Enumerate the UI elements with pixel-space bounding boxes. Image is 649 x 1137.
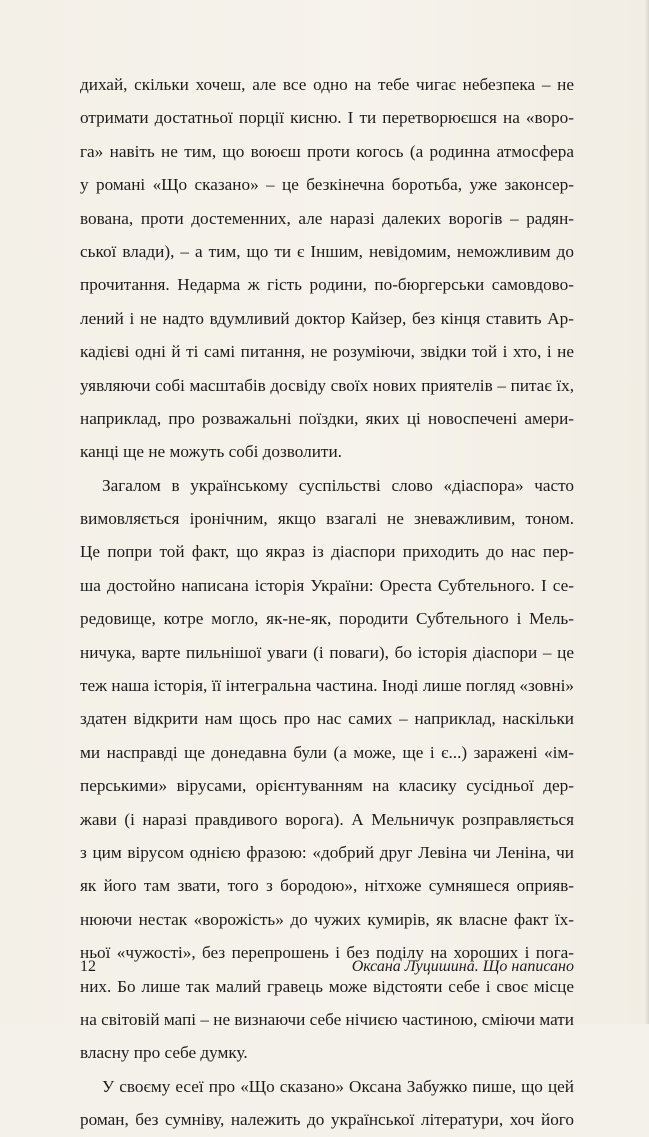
text-line: ми насправді ще донедавна були (а може, ще і є...) заражені «ім- — [80, 742, 574, 762]
text-line: здатен відкрити нам щось про нас самих – наприклад, наскільки — [80, 709, 574, 729]
text-line: редовище, котре могло, як-не-як, породити Субтельного і Мель- — [80, 609, 574, 629]
page-number: 12 — [80, 958, 96, 975]
text-line: ньої «чужості», без перепрошень і без поділу на хороших і пога- — [80, 943, 574, 963]
text-line: прочитання. Недарма ж гість родини, по-бюргерськи самовдово- — [80, 275, 574, 295]
text-line: га» навіть не тим, що воюєш проти когось (а родинна атмосфера — [80, 141, 574, 161]
running-head: Оксана Луцишина. Що написано — [351, 958, 574, 975]
text-line: нюючи нестак «ворожість» до чужих кумирів, як власне факт їх- — [80, 909, 574, 929]
text-line: як його там звати, того з бородою», нітхоже сумняшеся оприяв- — [80, 876, 574, 896]
text-line: дихай, скільки хочеш, але все одно на тебе чигає небезпека – не — [80, 75, 574, 94]
text-line: вована, проти достеменних, але наразі далеких ворогів – радян- — [80, 208, 574, 228]
text-line: ської влади), – а тим, що ти є Іншим, невідомим, неможливим до — [80, 241, 574, 261]
text-line: з цим вірусом однією фразою: «добрий друг Левіна чи Леніна, чи — [80, 842, 574, 862]
text-line: уявляючи собі масштабів досвіду своїх нових приятелів – питає їх, — [80, 375, 574, 395]
text-line: ничука, варте пильнішої уваги (і поваги), бо історія діаспори – це — [80, 642, 574, 662]
text-line: У своєму есеї про «Що сказано» Оксана Забужко пише, що цей — [102, 1076, 574, 1096]
text-line: перськими» вірусами, орієнтуванням на класику сусідньої дер- — [80, 776, 574, 796]
text-line: ша достойно написана історія України: Ореста Субтельного. І се- — [80, 575, 574, 595]
text-line: отримати достатньої порції кисню. І ти перетворюєшся на «воро- — [80, 108, 574, 128]
text-line: кадієві одні й ті самі питання, не розуміючи, звідки той і хто, і не — [80, 342, 574, 362]
text-line: Це попри той факт, що якраз із діаспори приходить до нас пер- — [80, 542, 574, 562]
text-line: канці ще не можуть собі дозволити. — [80, 442, 342, 462]
page-footer — [80, 954, 574, 980]
text-line: Загалом в українському суспільстві слово «діаспора» часто — [102, 475, 574, 495]
text-line: них. Бо лише так малий гравець може відстояти себе і своє місце — [80, 976, 574, 996]
text-line: теж наша історія, її інтегральна частина. Іноді лише погляд «зовні» — [80, 676, 574, 696]
text-line: на світовій мапі – не визнаючи себе нічиєю частиною, сміючи мати — [80, 1009, 574, 1029]
text-line: у романі «Що сказано» – це безкінечна боротьба, уже законсер- — [80, 175, 574, 195]
text-line: жави (і наразі правдивого ворога). А Мельничук розправляється — [80, 809, 574, 829]
text-line: наприклад, про розважальні поїздки, яких ці новоспечені амери- — [80, 408, 574, 428]
text-line: власну про себе думку. — [80, 1043, 248, 1063]
text-line: роман, без сумніву, належить до української літератури, хоч його — [80, 1110, 574, 1130]
text-line: вимовляється іронічним, якщо взагалі не зневажливим, тоном. — [80, 509, 574, 529]
text-line: лений і не надто вдумливий доктор Кайзер, без кінця ставить Ар- — [80, 308, 574, 328]
